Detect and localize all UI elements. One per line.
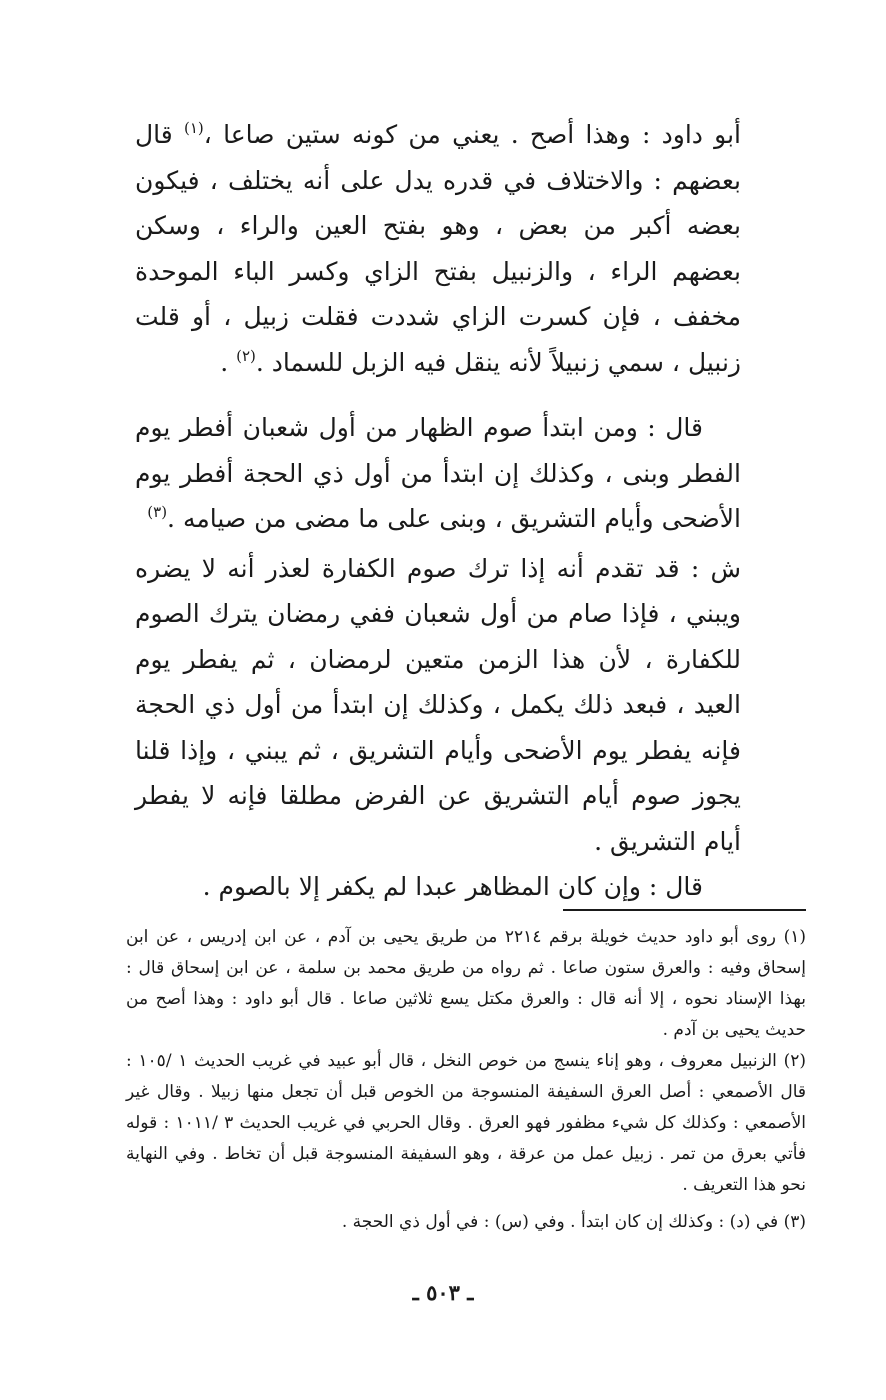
paragraph-3: ش : قد تقدم أنه إذا ترك صوم الكفارة لعذر أنه لا يضره ويبني ، فإذا صام من أول شعبان ففي رمضان يترك الصوم للكفارة ، لأن هذا الزمن متعين لرمضان ، ثم يفطر يوم العيد ، فبعد ذلك يكمل ، وكذلك إن ابتدأ من أول ذي الحجة فإنه يفطر يوم الأضحى وأيام التشريق ، ثم يبني ، وإذا قلنا يجوز صوم أيام التشريق عن الفرض مطلقا فإنه لا يفطر أيام التشريق . xyxy=(135,553,741,856)
main-text xyxy=(135,112,741,910)
footnotes xyxy=(126,922,806,1238)
paragraph-4: قال : وإن كان المظاهر عبدا لم يكفر إلا بالصوم . xyxy=(202,872,703,901)
paragraph-2-text: قال : ومن ابتدأ صوم الظهار من أول شعبان أفطر يوم الفطر وبنى ، وكذلك إن ابتدأ من أول ذي الحجة أفطر يوم الأضحى وأيام التشريق ، وبنى على ما مضى من صيامه . xyxy=(135,413,741,533)
paragraph-1 xyxy=(135,112,741,385)
footnote-ref-1: (١) xyxy=(183,119,204,137)
paragraph-1-text-a: أبو داود : وهذا أصح . يعني من كونه ستين صاعا ، xyxy=(203,120,741,149)
page-number: ـ ٥٠٣ ـ xyxy=(412,1280,474,1305)
footnote-separator xyxy=(563,909,806,911)
footnote-1: (١) روى أبو داود حديث خويلة برقم ٢٢١٤ من طريق يحيى بن آدم ، عن ابن إدريس ، عن ابن إسحاق وفيه : والعرق ستون صاعا . ثم رواه من طريق محمد بن سلمة ، عن ابن إسحاق قال : بهذا الإسناد نحوه ، إلا أنه قال : والعرق مكتل يسع ثلاثين صاعا . قال أبو داود : وهذا أصح من حديث يحيى بن آدم . xyxy=(126,927,806,1040)
footnote-ref-2: (٢) xyxy=(236,346,256,365)
paragraph-2 xyxy=(135,405,741,542)
footnote-2: (٢) الزنبيل معروف ، وهو إناء ينسج من خوص النخل ، قال أبو عبيد في غريب الحديث ١ /١٠٥ : قال الأصمعي : أصل العرق السفيفة المنسوجة من الخوص قبل أن تجعل منها زبيلا . وقال غير الأصمعي : وكذلك كل شيء مظفور فهو العرق . وقال الحربي في غريب الحديث ٣ /١٠١١ : قوله فأتي بعرق من تمر . زبيل عمل من عرقة ، وهو السفيفة المنسوجة قبل أن تخاط . وفي النهاية نحو هذا التعريف . xyxy=(126,1051,806,1195)
paragraph-1-text-b: قال بعضهم : والاختلاف في قدره يدل على أنه يختلف ، فيكون بعضه أكبر من بعض ، وهو بفتح العين والراء ، وسكن بعضهم الراء ، والزنبيل بفتح الزاي وكسر الباء الموحدة مخفف ، فإن كسرت الزاي شددت فقلت زبيل ، أو قلت زنبيل ، سمي زنبيلاً لأنه ينقل فيه الزبل للسماد . xyxy=(135,120,741,377)
footnote-3: (٣) في (د) : وكذلك إن كان ابتدأ . وفي (س) : في أول ذي الحجة . xyxy=(341,1212,806,1232)
footnote-ref-3: (٣) xyxy=(147,503,168,521)
paragraph-1-text-c: . xyxy=(220,347,237,377)
